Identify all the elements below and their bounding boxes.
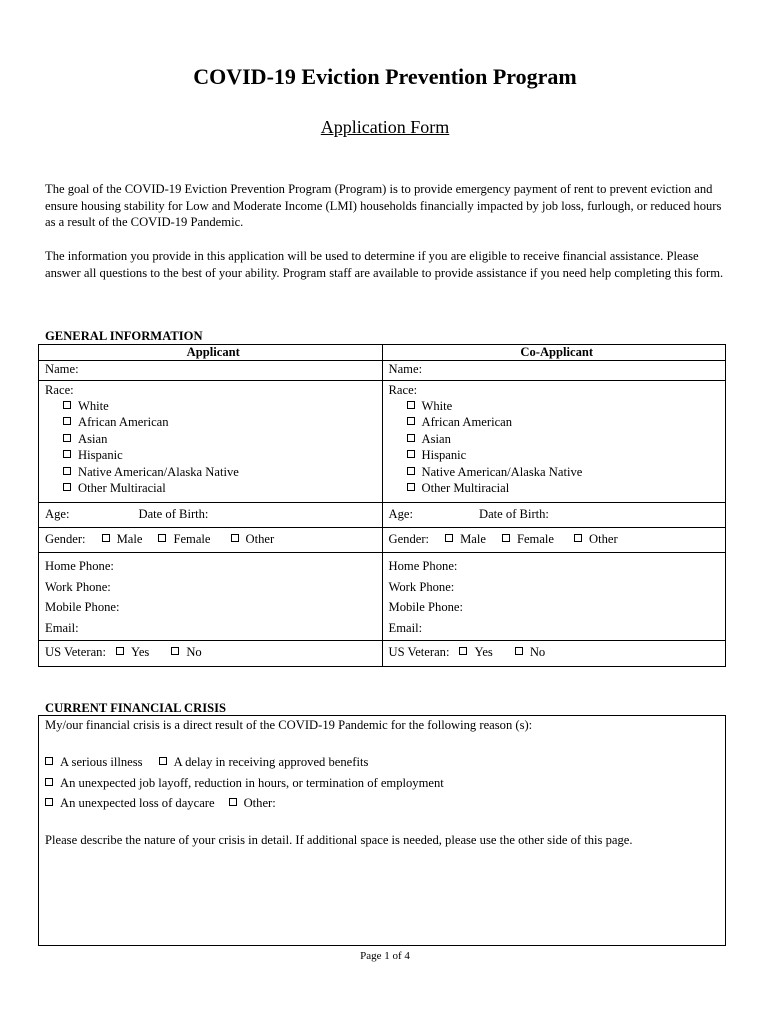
checkbox-icon[interactable] — [63, 467, 71, 475]
coapplicant-gender-field — [382, 528, 726, 553]
applicant-veteran-field — [39, 641, 383, 667]
coapplicant-race-option-african-american[interactable]: African American — [407, 414, 726, 430]
coapplicant-home-phone-field[interactable]: Home Phone: — [388, 559, 458, 573]
checkbox-icon[interactable] — [63, 401, 71, 409]
checkbox-icon[interactable] — [45, 798, 53, 806]
applicant-veteran-label: US Veteran: — [45, 645, 106, 659]
coapplicant-mobile-phone-field[interactable]: Mobile Phone: — [388, 600, 464, 615]
coapplicant-race-option-asian[interactable]: Asian — [407, 431, 726, 447]
applicant-veteran-no[interactable]: No — [171, 645, 201, 659]
crisis-describe-prompt: Please describe the nature of your crisis in detail. If additional space is needed, please use the other side of this page. — [45, 833, 633, 847]
applicant-race-label: Race: — [45, 383, 74, 397]
coapplicant-email-field[interactable]: Email: — [388, 620, 423, 635]
checkbox-icon[interactable] — [63, 483, 71, 491]
intro-paragraph-1: The goal of the COVID-19 Eviction Prevention Program (Program) is to provide emergency payment of rent to prevent eviction and ensure housing stability for Low and Moderate Income (LMI) households financially impacted by job loss, furlough, or reduced hours as a result of the COVID-19 Pandemic. — [45, 182, 722, 229]
coapplicant-name-field[interactable] — [382, 361, 726, 381]
checkbox-icon[interactable] — [102, 534, 110, 542]
coapplicant-race-option-other-multiracial[interactable]: Other Multiracial — [407, 480, 726, 496]
checkbox-icon[interactable] — [459, 647, 467, 655]
coapplicant-veteran-label: US Veteran: — [388, 645, 450, 659]
crisis-intro-text: My/our financial crisis is a direct result of the COVID-19 Pandemic for the following reason (s): — [45, 718, 533, 732]
coapplicant-race-field — [382, 381, 726, 503]
financial-crisis-box — [38, 715, 726, 946]
crisis-reason-other[interactable]: Other: — [229, 796, 276, 810]
crisis-reason-serious-illness[interactable]: A serious illness — [45, 755, 143, 769]
applicant-gender-field — [39, 528, 383, 553]
applicant-gender-female[interactable]: Female — [158, 532, 210, 546]
checkbox-icon[interactable] — [63, 434, 71, 442]
checkbox-icon[interactable] — [231, 534, 239, 542]
applicant-race-option-asian[interactable]: Asian — [63, 431, 382, 447]
checkbox-icon[interactable] — [116, 647, 124, 655]
checkbox-icon[interactable] — [407, 450, 415, 458]
applicant-gender-label: Gender: — [45, 532, 86, 546]
crisis-reason-job-layoff[interactable]: An unexpected job layoff, reduction in hours, or termination of employment — [45, 776, 444, 790]
checkbox-icon[interactable] — [158, 534, 166, 542]
applicant-race-field — [39, 381, 383, 503]
page-number: Page 1 of 4 — [360, 950, 410, 962]
coapplicant-name-label: Name: — [388, 362, 423, 376]
coapplicant-race-option-hispanic[interactable]: Hispanic — [407, 447, 726, 463]
coapplicant-veteran-yes[interactable]: Yes — [459, 645, 492, 659]
coapplicant-contact-field — [382, 553, 726, 641]
applicant-race-option-white[interactable]: White — [63, 398, 382, 414]
general-information-heading: GENERAL INFORMATION — [45, 329, 203, 343]
coapplicant-race-option-white[interactable]: White — [407, 398, 726, 414]
checkbox-icon[interactable] — [407, 434, 415, 442]
applicant-gender-other[interactable]: Other — [231, 532, 275, 546]
applicant-header: Applicant — [39, 345, 383, 361]
applicant-age-label: Age: — [45, 507, 70, 521]
coapplicant-gender-female[interactable]: Female — [502, 532, 554, 546]
crisis-reason-daycare-loss[interactable]: An unexpected loss of daycare — [45, 796, 215, 810]
checkbox-icon[interactable] — [407, 401, 415, 409]
coapplicant-veteran-no[interactable]: No — [515, 645, 545, 659]
applicant-race-option-native-american[interactable]: Native American/Alaska Native — [63, 464, 382, 480]
checkbox-icon[interactable] — [45, 757, 53, 765]
applicant-name-field[interactable] — [39, 361, 383, 381]
checkbox-icon[interactable] — [63, 417, 71, 425]
financial-crisis-heading: CURRENT FINANCIAL CRISIS — [45, 701, 227, 715]
applicant-mobile-phone-field[interactable]: Mobile Phone: — [45, 600, 120, 615]
checkbox-icon[interactable] — [229, 798, 237, 806]
checkbox-icon[interactable] — [445, 534, 453, 542]
checkbox-icon[interactable] — [515, 647, 523, 655]
applicant-contact-field — [39, 553, 383, 641]
applicant-work-phone-field[interactable]: Work Phone: — [45, 579, 111, 594]
checkbox-icon[interactable] — [502, 534, 510, 542]
checkbox-icon[interactable] — [407, 417, 415, 425]
coapplicant-race-label: Race: — [388, 383, 418, 397]
checkbox-icon[interactable] — [574, 534, 582, 542]
coapplicant-work-phone-field[interactable]: Work Phone: — [388, 579, 455, 594]
applicant-home-phone-field[interactable]: Home Phone: — [45, 559, 114, 573]
applicant-name-label: Name: — [45, 362, 79, 376]
page-title: COVID-19 Eviction Prevention Program — [193, 64, 577, 89]
coapplicant-age-label: Age: — [388, 507, 413, 521]
coapplicant-gender-other[interactable]: Other — [574, 532, 618, 546]
checkbox-icon[interactable] — [45, 778, 53, 786]
general-information-table — [38, 344, 726, 667]
intro-paragraph-2: The information you provide in this application will be used to determine if you are eligible to receive financial assistance. Please answer all questions to the best of your ability. Program staff are available to provide assistance if you need help completing this form. — [45, 249, 724, 280]
applicant-email-field[interactable]: Email: — [45, 620, 79, 635]
coapplicant-race-option-native-american[interactable]: Native American/Alaska Native — [407, 464, 726, 480]
checkbox-icon[interactable] — [407, 467, 415, 475]
checkbox-icon[interactable] — [407, 483, 415, 491]
coapplicant-gender-male[interactable]: Male — [445, 532, 486, 546]
coapplicant-dob-label: Date of Birth: — [478, 507, 549, 521]
applicant-gender-male[interactable]: Male — [102, 532, 143, 546]
applicant-age-dob-field[interactable] — [39, 503, 383, 528]
page-subtitle: Application Form — [320, 117, 450, 137]
applicant-race-option-hispanic[interactable]: Hispanic — [63, 447, 382, 463]
applicant-veteran-yes[interactable]: Yes — [116, 645, 149, 659]
coapplicant-header: Co-Applicant — [382, 345, 726, 361]
crisis-description-area[interactable] — [45, 852, 719, 940]
crisis-reason-benefits-delay[interactable]: A delay in receiving approved benefits — [159, 755, 369, 769]
checkbox-icon[interactable] — [63, 450, 71, 458]
coapplicant-gender-label: Gender: — [388, 532, 430, 546]
coapplicant-age-dob-field[interactable] — [382, 503, 726, 528]
applicant-race-option-other-multiracial[interactable]: Other Multiracial — [63, 480, 382, 496]
checkbox-icon[interactable] — [159, 757, 167, 765]
applicant-race-option-african-american[interactable]: African American — [63, 414, 382, 430]
coapplicant-veteran-field — [382, 641, 726, 667]
applicant-dob-label: Date of Birth: — [138, 507, 209, 521]
checkbox-icon[interactable] — [171, 647, 179, 655]
